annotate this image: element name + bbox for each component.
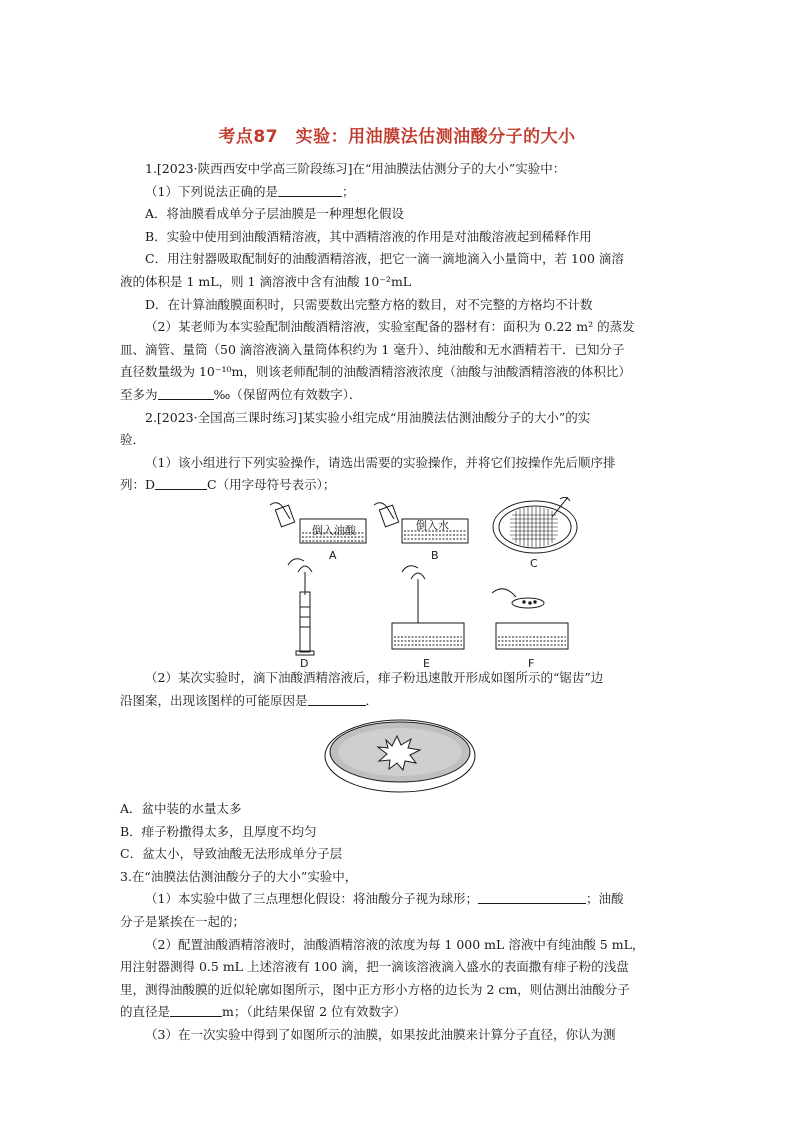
q3-part2-tail: m；（此结果保留 2 位有效数字） — [222, 1004, 407, 1020]
q2-intro-line2: 验． — [120, 432, 146, 448]
answer-blank[interactable] — [478, 889, 586, 904]
q3-part1-line1 — [120, 888, 680, 911]
q1-part2-line1: （2）某老师为本实验配制油酸酒精溶液，实验室配备的器材有：面积为 0.22 m² 的蒸发 — [145, 319, 635, 335]
experiment-steps-figure — [120, 497, 680, 667]
q1-part2-text: 至多为 — [120, 386, 158, 402]
q3-intro: 3.在“油膜法估测油酸分子的大小”实验中， — [120, 868, 358, 884]
q3-part1-tail: ；油酸 — [585, 891, 624, 907]
step-f-label: F — [528, 656, 535, 667]
q2-part1-text: 列：D — [120, 477, 156, 493]
q3-part2-line3: 里，测得油酸膜的近似轮廓如图所示，图中正方形小方格的边长为 2 cm，则估测出油酸分子 — [120, 981, 630, 997]
page-title: 考点87 实验：用油膜法估测油酸分子的大小 — [218, 127, 576, 147]
q2-part1-line2 — [120, 474, 680, 497]
q1-part1-tail: ； — [341, 183, 355, 199]
q3-part2-text: 的直径是 — [120, 1004, 171, 1020]
q1-option-c-line1: C．用注射器吸取配制好的油酸酒精溶液，把它一滴一滴地滴入小量筒中，若 100 滴溶 — [145, 251, 624, 267]
q1-part2-tail: ‰（保留两位有效数字）． — [213, 386, 362, 402]
step-e-label: E — [423, 656, 430, 667]
q2-part2-text: 沿图案，出现该图样的可能原因是 — [120, 692, 308, 708]
q2-option-b: B．痱子粉撒得太多，且厚度不均匀 — [120, 823, 317, 839]
q2-part2-line1: （2）某次实验时，滴下油酸酒精溶液后，痱子粉迅速散开形成如图所示的“锯齿”边 — [145, 669, 604, 685]
q1-intro: 1.[2023·陕西西安中学高三阶段练习]在“用油膜法估测分子的大小”实验中： — [145, 161, 566, 176]
experiment-steps-svg — [120, 497, 680, 667]
document-body — [120, 158, 680, 1047]
step-a-label: A — [329, 548, 337, 562]
q1-part1 — [120, 181, 680, 204]
q1-part1-text: （1）下列说法正确的是 — [145, 183, 278, 199]
q1-option-b: B．实验中使用到油酸酒精溶液，其中酒精溶液的作用是对油酸溶液起到稀释作用 — [145, 228, 592, 244]
answer-blank[interactable] — [155, 475, 207, 490]
pour-oil-label: 倒入油酸 — [312, 523, 356, 537]
step-d-label: D — [300, 656, 309, 667]
q2-part1-tail: C（用字母符号表示）； — [207, 477, 336, 493]
q3-part1-line2: 分子是紧挨在一起的； — [120, 914, 246, 930]
q2-part2-tail: ． — [365, 692, 379, 708]
q2-option-c: C．盆太小，导致油酸无法形成单分子层 — [120, 846, 343, 862]
oil-film-svg — [120, 712, 680, 798]
q2-intro-line1: 2.[2023·全国高三课时练习]某实验小组完成“用油膜法估测油酸分子的大小”的实 — [145, 409, 591, 425]
step-c-drawing — [493, 497, 577, 553]
q3-part2-line1: （2）配置油酸酒精溶液时，油酸酒精溶液的浓度为每 1 000 mL 溶液中有纯油酸 5 mL， — [145, 936, 645, 952]
q1-part2-line2: 皿、滴管、量筒（50 滴溶液滴入量筒体积约为 1 毫升）、纯油酸和无水酒精若干．已知分子 — [120, 341, 625, 357]
q2-part1-line1: （1）该小组进行下列实验操作，请选出需要的实验操作，并将它们按操作先后顺序排 — [145, 454, 616, 470]
q3-part3-line1: （3）在一次实验中得到了如图所示的油膜，如果按此油膜来计算分子直径，你认为测 — [145, 1027, 616, 1043]
q3-part2-line4 — [120, 1001, 680, 1024]
answer-blank[interactable] — [170, 1002, 222, 1017]
oil-film-figure — [120, 712, 680, 798]
q1-part2-line3: 直径数量级为 10⁻¹⁰m，则该老师配制的油酸酒精溶液浓度（油酸与油酸酒精溶液的体积比） — [120, 364, 631, 380]
q3-part2-line2: 用注射器测得 0.5 mL 上述溶液有 100 滴，把一滴该溶液滴入盛水的表面撒有痱子粉的浅盘 — [120, 959, 629, 975]
q1-option-c-line2: 液的体积是 1 mL，则 1 滴溶液中含有油酸 10⁻²mL — [120, 273, 412, 289]
q2-option-a: A．盆中装的水量太多 — [120, 801, 242, 817]
pour-water-label: 倒入水 — [416, 518, 449, 532]
answer-blank[interactable] — [158, 385, 214, 400]
step-d-drawing — [288, 559, 314, 655]
q1-option-d: D．在计算油酸膜面积时，只需要数出完整方格的数目，对不完整的方格均不计数 — [145, 296, 593, 312]
step-f-drawing — [492, 589, 568, 649]
answer-blank[interactable] — [278, 182, 342, 197]
q3-part1-text: （1）本实验中做了三点理想化假设：将油酸分子视为球形； — [145, 891, 478, 907]
step-e-drawing — [392, 566, 464, 649]
q1-option-a: A．将油膜看成单分子层油膜是一种理想化假设 — [145, 206, 405, 222]
answer-blank[interactable] — [308, 691, 366, 706]
q1-part2-line4 — [120, 384, 680, 407]
step-b-label: B — [431, 548, 439, 562]
q2-part2-line2 — [120, 690, 680, 713]
step-c-label: C — [530, 556, 538, 570]
